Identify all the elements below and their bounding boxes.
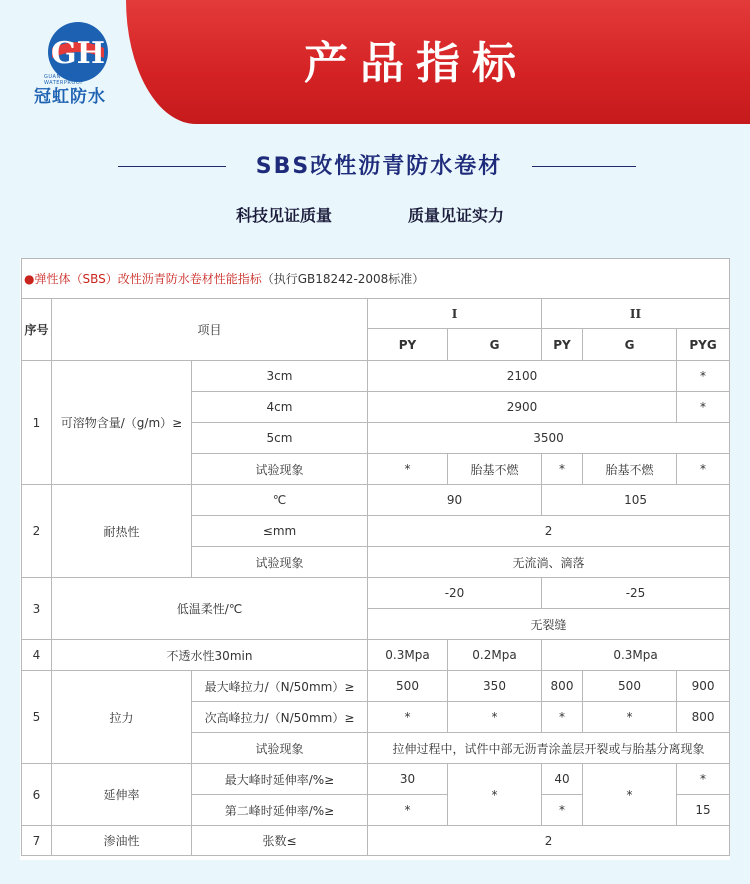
table-row bbox=[22, 361, 730, 392]
cell-value: * bbox=[583, 764, 677, 826]
header-item: 项目 bbox=[52, 299, 368, 361]
sub-label: 3cm bbox=[192, 361, 368, 392]
slogan-1: 科技见证质量 bbox=[236, 206, 333, 225]
table-row bbox=[22, 671, 730, 702]
row-no: 6 bbox=[22, 764, 52, 826]
logo-brand-name: 冠虹防水 bbox=[34, 87, 106, 107]
cell-value: 15 bbox=[677, 795, 730, 826]
row-name: 低温柔性/℃ bbox=[52, 578, 368, 640]
cell-value: * bbox=[448, 764, 542, 826]
sub-label: 最大峰时延伸率/%≥ bbox=[192, 764, 368, 795]
sub-label: 试验现象 bbox=[192, 547, 368, 578]
header-py-2: PY bbox=[542, 329, 583, 361]
sub-label: 张数≤ bbox=[192, 826, 368, 856]
header-g-2: G bbox=[583, 329, 677, 361]
table-row bbox=[22, 826, 730, 856]
cell-value: 0.3Mpa bbox=[542, 640, 730, 671]
sub-label: ℃ bbox=[192, 485, 368, 516]
sub-label: 5cm bbox=[192, 423, 368, 454]
row-no: 7 bbox=[22, 826, 52, 856]
product-title: SBS改性沥青防水卷材 bbox=[255, 154, 503, 179]
cell-value: * bbox=[368, 454, 448, 485]
cell-value: 无裂缝 bbox=[368, 609, 730, 640]
cell-value: 胎基不燃 bbox=[448, 454, 542, 485]
cell-value: * bbox=[542, 795, 583, 826]
page-title: 产品指标 bbox=[304, 38, 528, 89]
spec-table bbox=[21, 258, 730, 856]
cell-value: * bbox=[368, 702, 448, 733]
cell-value: 40 bbox=[542, 764, 583, 795]
cell-value: 2100 bbox=[368, 361, 677, 392]
table-caption bbox=[22, 259, 730, 299]
cell-value: 350 bbox=[448, 671, 542, 702]
cell-value: * bbox=[542, 702, 583, 733]
caption-standard: （执行GB18242-2008标准） bbox=[261, 272, 425, 286]
header-py-1: PY bbox=[368, 329, 448, 361]
row-name: 延伸率 bbox=[52, 764, 192, 826]
sub-label: 试验现象 bbox=[192, 733, 368, 764]
table-row bbox=[22, 764, 730, 795]
cell-value: 2 bbox=[368, 826, 730, 856]
row-no: 1 bbox=[22, 361, 52, 485]
cell-value: 0.2Mpa bbox=[448, 640, 542, 671]
cell-value: 105 bbox=[542, 485, 730, 516]
cell-value: * bbox=[448, 702, 542, 733]
cell-value: * bbox=[677, 764, 730, 795]
header-type-II: II bbox=[542, 299, 730, 329]
header-pyg: PYG bbox=[677, 329, 730, 361]
cell-value: * bbox=[677, 454, 730, 485]
row-no: 3 bbox=[22, 578, 52, 640]
cell-value: 0.3Mpa bbox=[368, 640, 448, 671]
sub-label: 第二峰时延伸率/%≥ bbox=[192, 795, 368, 826]
row-no: 2 bbox=[22, 485, 52, 578]
sub-label: 4cm bbox=[192, 392, 368, 423]
cell-value: 800 bbox=[542, 671, 583, 702]
cell-value: 800 bbox=[677, 702, 730, 733]
table-row bbox=[22, 640, 730, 671]
cell-value: 500 bbox=[583, 671, 677, 702]
cell-value: * bbox=[542, 454, 583, 485]
cell-value: * bbox=[583, 702, 677, 733]
cell-value: 900 bbox=[677, 671, 730, 702]
sub-label: 次高峰拉力/（N/50mm）≥ bbox=[192, 702, 368, 733]
cell-value: * bbox=[677, 361, 730, 392]
row-name: 耐热性 bbox=[52, 485, 192, 578]
header-type-I: I bbox=[368, 299, 542, 329]
cell-value: 500 bbox=[368, 671, 448, 702]
product-title-row bbox=[0, 150, 750, 184]
row-name: 拉力 bbox=[52, 671, 192, 764]
title-divider-right bbox=[532, 166, 636, 167]
row-name: 可溶物含量/（g/m）≥ bbox=[52, 361, 192, 485]
page-header bbox=[0, 0, 750, 126]
caption-highlight: ●弹性体（SBS）改性沥青防水卷材性能指标 bbox=[24, 272, 262, 286]
row-name: 渗油性 bbox=[52, 826, 192, 856]
row-no: 5 bbox=[22, 671, 52, 764]
cell-value: -20 bbox=[368, 578, 542, 609]
header-no: 序号 bbox=[22, 299, 52, 361]
spec-table-container bbox=[20, 258, 730, 860]
table-row bbox=[22, 485, 730, 516]
sub-label: 试验现象 bbox=[192, 454, 368, 485]
sub-label: 最大峰拉力/（N/50mm）≥ bbox=[192, 671, 368, 702]
table-row bbox=[22, 578, 730, 609]
sub-label: ≤mm bbox=[192, 516, 368, 547]
svg-text:GH: GH bbox=[51, 36, 105, 71]
cell-value: 胎基不燃 bbox=[583, 454, 677, 485]
cell-value: * bbox=[368, 795, 448, 826]
cell-value: 2900 bbox=[368, 392, 677, 423]
cell-value: 2 bbox=[368, 516, 730, 547]
cell-value: 无流淌、滴落 bbox=[368, 547, 730, 578]
bottom-strip bbox=[0, 860, 750, 884]
slogan-2: 质量见证实力 bbox=[408, 206, 505, 225]
cell-value: 30 bbox=[368, 764, 448, 795]
cell-value: -25 bbox=[542, 578, 730, 609]
logo-english-text: GUAN HONG WATERPROOF bbox=[44, 74, 84, 86]
title-divider-left bbox=[118, 166, 226, 167]
cell-value: 拉伸过程中，试件中部无沥青涂盖层开裂或与胎基分离现象 bbox=[368, 733, 730, 764]
header-g-1: G bbox=[448, 329, 542, 361]
cell-value: 90 bbox=[368, 485, 542, 516]
row-name: 不透水性30min bbox=[52, 640, 368, 671]
cell-value: 3500 bbox=[368, 423, 730, 454]
row-no: 4 bbox=[22, 640, 52, 671]
cell-value: * bbox=[677, 392, 730, 423]
